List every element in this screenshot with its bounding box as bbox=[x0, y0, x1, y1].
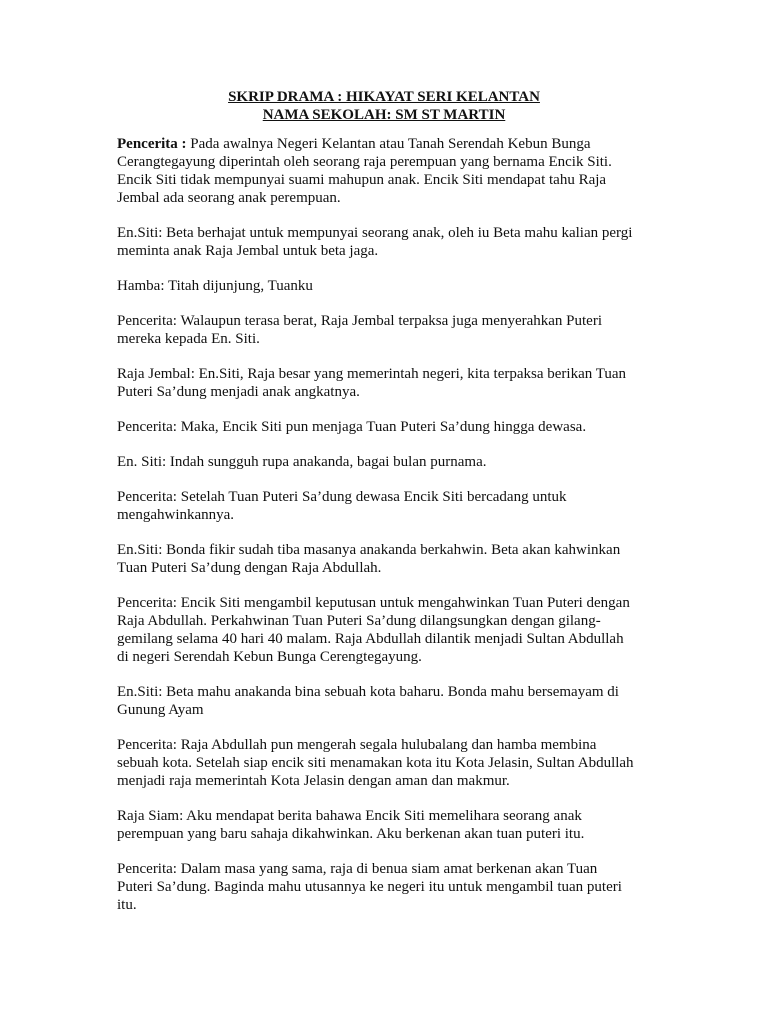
paragraph: Pencerita: Encik Siti mengambil keputusan untuk mengahwinkan Tuan Puteri dengan Raja Abdullah. Perkahwinan Tuan Puteri Sa’dung dilangsungkan dengan gilang- gemilang selama 40 hari 40 malam. Raja Abdullah dilantik menjadi Sultan Abdullah di negeri Serendah Kebun Bunga Cerengtegayung. bbox=[117, 595, 630, 665]
paragraph: Pencerita: Walaupun terasa berat, Raja Jembal terpaksa juga menyerahkan Puteri mereka kepada En. Siti. bbox=[117, 313, 602, 347]
paragraph: Raja Jembal: En.Siti, Raja besar yang memerintah negeri, kita terpaksa berikan Tuan Puteri Sa’dung menjadi anak angkatnya. bbox=[117, 366, 627, 400]
script-title: SKRIP DRAMA : HIKAYAT SERI KELANTAN bbox=[228, 89, 540, 105]
paragraph: Hamba: Titah dijunjung, Tuanku bbox=[117, 278, 313, 294]
script-body bbox=[117, 135, 657, 931]
paragraph: En.Siti: Beta mahu anakanda bina sebuah kota baharu. Bonda mahu bersemayam di Gunung Ayam bbox=[117, 684, 619, 718]
paragraph: Pencerita: Raja Abdullah pun mengerah segala hulubalang dan hamba membina sebuah kota. Setelah siap encik siti menamakan kota itu Kota Jelasin, Sultan Abdullah menjadi raja memerintah Kota Jelasin dengan aman dan makmur. bbox=[117, 737, 634, 789]
paragraph: En. Siti: Indah sungguh rupa anakanda, bagai bulan purnama. bbox=[117, 454, 487, 470]
speaker-label: Pencerita : bbox=[117, 136, 187, 152]
school-name: NAMA SEKOLAH: SM ST MARTIN bbox=[262, 107, 506, 123]
paragraph-text: Pada awalnya Negeri Kelantan atau Tanah Serendah Kebun Bunga Cerangtegayung diperintah oleh seorang raja perempuan yang bernama Encik Siti. Encik Siti tidak mempunyai suami mahupun anak. Encik Siti mendapat tahu Raja Jembal ada seorang anak perempuan. bbox=[117, 136, 612, 206]
paragraph: En.Siti: Beta berhajat untuk mempunyai seorang anak, oleh iu Beta mahu kalian pergi meminta anak Raja Jembal untuk beta jaga. bbox=[117, 225, 633, 259]
paragraph: Pencerita: Setelah Tuan Puteri Sa’dung dewasa Encik Siti bercadang untuk mengahwinkannya. bbox=[117, 489, 567, 523]
paragraph: Raja Siam: Aku mendapat berita bahawa Encik Siti memelihara seorang anak perempuan yang baru sahaja dikahwinkan. Aku berkenan akan tuan puteri itu. bbox=[117, 808, 585, 842]
paragraph: Pencerita: Maka, Encik Siti pun menjaga Tuan Puteri Sa’dung hingga dewasa. bbox=[117, 419, 587, 435]
paragraph: En.Siti: Bonda fikir sudah tiba masanya anakanda berkahwin. Beta akan kahwinkan Tuan Puteri Sa’dung dengan Raja Abdullah. bbox=[117, 542, 621, 576]
paragraph bbox=[117, 135, 657, 207]
paragraph: Pencerita: Dalam masa yang sama, raja di benua siam amat berkenan akan Tuan Puteri Sa’dung. Baginda mahu utusannya ke negeri itu untuk mengambil tuan puteri itu. bbox=[117, 861, 622, 913]
